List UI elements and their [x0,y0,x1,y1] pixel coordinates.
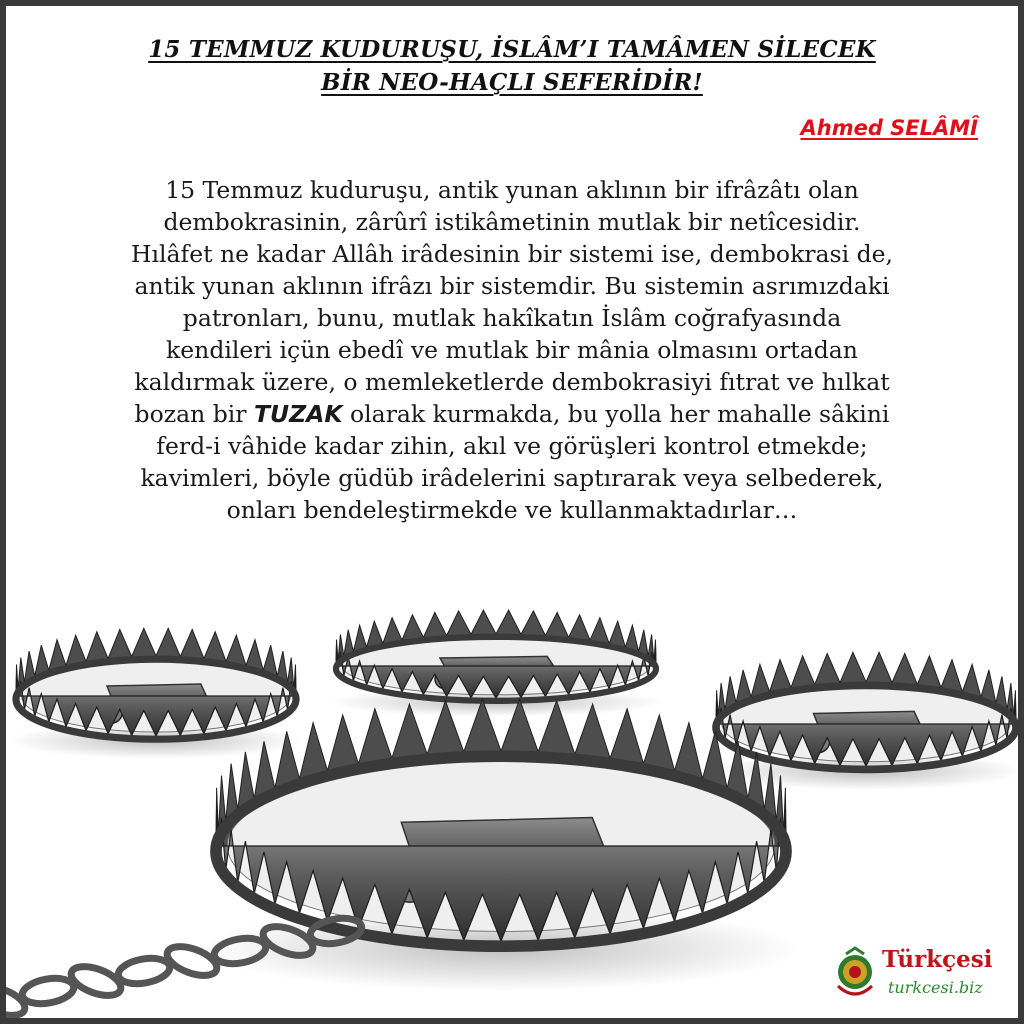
logo-url: turkcesi.biz [888,978,983,997]
chain-link [116,955,171,988]
ottoman-emblem-icon [832,946,878,1000]
chain-link [67,961,124,1001]
text-line: kendileri içün ebedî ve mutlak bir mânia olmasını ortadan [166,336,858,364]
headline-line-1: 15 TEMMUZ KUDURUŞU, İSLÂM’I TAMÂMEN SİLECEK [148,36,876,63]
chain-link [20,975,75,1008]
text-line: Hılâfet ne kadar Allâh irâdesinin bir sistemi ise, dembokrasi de, [130,240,894,268]
bear-trap [9,628,303,759]
text-line: ferd-i vâhide kadar zihin, akıl ve görüşleri kontrol etmekde; [156,432,868,460]
text-line: dembokrasinin, zârûrî istikâmetinin mutlak bir netîcesidir. [163,208,861,236]
text-line: onları bendeleştirmekde ve kullanmaktadırlar… [226,496,798,524]
poster [6,6,1018,1018]
text-fragment: bozan bir [134,400,254,428]
text-line: antik yunan aklının ifrâzı bir sistemdir. Bu sistemin asrımızdaki [134,272,890,300]
text-line: patronları, bunu, mutlak hakîkatın İslâm coğrafyasında [182,304,842,332]
logo-name: Türkçesi [882,946,993,973]
text-line: kavimleri, böyle güdüb irâdelerini saptırarak veya selbederek, [140,464,884,492]
text-line: kaldırmak üzere, o memleketlerde dembokrasiyi fıtrat ve hılkat [134,368,890,396]
text-fragment: olarak kurmakda, bu yolla her mahalle sâkini [342,400,890,428]
keyword-tuzak: TUZAK [253,400,343,428]
turkcesi-logo [832,942,1012,1004]
text-line [36,398,988,430]
headline-line-2: BİR NEO-HAÇLI SEFERİDİR! [321,69,703,96]
article-text [36,174,988,526]
text-line: 15 Temmuz kuduruşu, antik yunan aklının bir ifrâzâtı olan [165,176,859,204]
author-name: Ahmed SELÂMÎ [800,116,978,140]
bear-trap [328,610,664,717]
